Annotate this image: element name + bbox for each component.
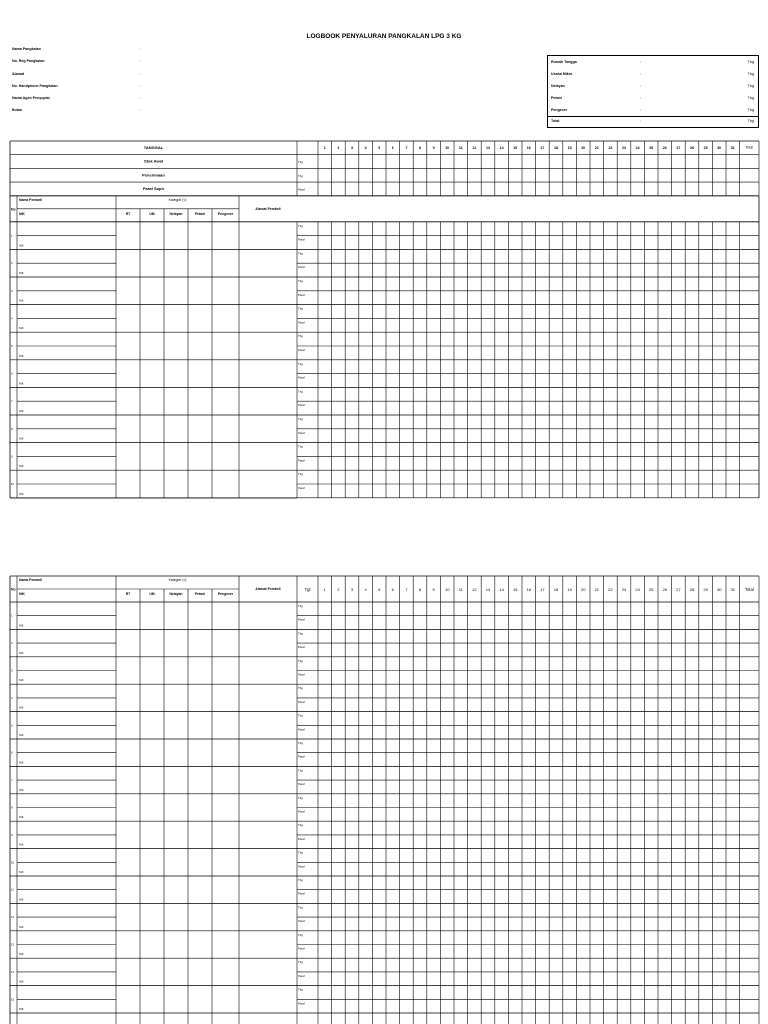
row-number: 4: [11, 695, 13, 700]
category-um-header: UM: [149, 592, 155, 596]
paraf-label: Paraf: [298, 809, 305, 814]
row-number: 12: [11, 915, 15, 920]
paraf-label: Paraf: [298, 645, 305, 650]
total-header: Total: [744, 587, 754, 592]
day-number: 3: [350, 587, 354, 592]
day-number: 12: [472, 146, 477, 150]
day-number: 10: [444, 587, 450, 592]
row-number: 6: [11, 750, 13, 755]
nik-label: NIK: [19, 897, 24, 902]
info-label: Nama Pangkalan: [12, 47, 41, 51]
row-number: 9: [11, 454, 13, 459]
nik-label: NIK: [19, 705, 24, 710]
row-number: 7: [11, 399, 13, 404]
tbg-label: Tbg: [298, 960, 303, 965]
day-number: 23: [621, 587, 627, 592]
day-number: 19: [567, 146, 572, 150]
day-number: 30: [716, 587, 722, 592]
total-header: Total: [745, 145, 754, 150]
tbg-label: Tbg: [298, 768, 303, 773]
row-number: 3: [11, 288, 13, 293]
nik-label: NIK: [19, 815, 24, 820]
summary-label: Rumah Tangga: [551, 60, 577, 64]
day-number: 1: [323, 587, 326, 592]
category-rt-header: RT: [125, 211, 131, 216]
nik-label: NIK: [19, 924, 24, 929]
tbg-label: Tbg: [298, 741, 303, 745]
day-number: 17: [540, 587, 545, 592]
day-number: 5: [378, 146, 381, 150]
nik-label: NIK: [19, 381, 24, 386]
day-number: 31: [730, 587, 736, 592]
paraf-label: Paraf: [298, 403, 305, 408]
tbg-label: Tbg: [298, 389, 303, 394]
row-number: 15: [11, 997, 15, 1002]
day-number: 14: [499, 587, 504, 592]
summary-label: Total: [551, 119, 560, 123]
tbg-label: Tbg: [298, 279, 303, 283]
row-number: 10: [11, 482, 15, 486]
summary-colon: :: [640, 60, 641, 64]
info-value-field[interactable]: :: [139, 96, 140, 101]
category-petani-header: Petani: [194, 592, 206, 596]
summary-unit: Tbg: [747, 84, 754, 88]
top-row-label: Stok Awal: [144, 158, 163, 164]
day-number: 8: [419, 146, 421, 150]
nik-header: NIK: [19, 592, 25, 596]
paraf-label: Paraf: [298, 486, 305, 490]
row-number: 6: [11, 371, 13, 376]
row-number: 8: [11, 805, 13, 810]
paraf-label: Paraf: [298, 348, 305, 352]
tbg-label: Tbg: [298, 823, 303, 828]
day-number: 14: [499, 146, 504, 150]
paraf-label: Paraf: [298, 754, 305, 759]
category-rt-header: RT: [125, 592, 131, 596]
row-number: 2: [11, 641, 13, 646]
day-number: 30: [717, 146, 722, 150]
tbg-label: Tbg: [298, 795, 303, 800]
summary-colon: :: [640, 96, 641, 100]
buyer-name-header: Nama Pembeli: [19, 578, 43, 582]
row-number: 13: [11, 942, 15, 947]
nik-label: NIK: [19, 979, 24, 984]
info-label: Bulan: [12, 108, 22, 113]
tgl-header: Tgl: [304, 587, 311, 592]
row-number: 1: [11, 613, 13, 618]
nik-label: NIK: [19, 243, 24, 248]
day-number: 6: [391, 587, 394, 592]
top-row-label: Penerimaan: [142, 172, 165, 178]
day-number: 10: [445, 146, 450, 150]
summary-label: Petani: [551, 96, 562, 100]
paraf-label: Paraf: [298, 1001, 305, 1006]
nik-label: NIK: [19, 491, 24, 496]
row-number: 2: [11, 261, 13, 266]
day-number: 26: [662, 146, 667, 150]
day-number: 21: [594, 587, 600, 592]
day-number: 29: [703, 146, 708, 150]
day-number: 9: [432, 587, 435, 592]
row-number: 7: [11, 778, 13, 783]
summary-colon: :: [640, 84, 641, 88]
tbg-label: Tbg: [298, 905, 303, 910]
paraf-label: Paraf: [298, 430, 305, 435]
info-value-field[interactable]: :: [139, 71, 140, 76]
summary-colon: :: [640, 108, 641, 112]
row-number: 5: [11, 344, 13, 348]
tbg-label: Tbg: [298, 604, 303, 608]
category-um-header: UM: [149, 211, 155, 216]
paraf-label: Paraf: [298, 864, 305, 869]
page-title: LOGBOOK PENYALURAN PANGKALAN LPG 3 KG: [306, 33, 462, 40]
info-value-field[interactable]: :: [139, 83, 140, 88]
top-row-label: Paraf Supir: [142, 186, 165, 192]
day-number: 24: [635, 146, 640, 150]
day-number: 7: [405, 587, 408, 592]
tbg-label: Tbg: [298, 987, 303, 992]
info-label: No. Handphone Pangkalan: [12, 83, 58, 88]
nik-label: NIK: [19, 326, 24, 331]
day-number: 11: [458, 587, 463, 592]
category-pengecer-header: Pengecer: [217, 211, 234, 216]
paraf-label: Paraf: [298, 375, 305, 380]
category-pengecer-header: Pengecer: [217, 592, 234, 596]
paraf-label: Paraf: [298, 617, 305, 622]
day-number: 31: [730, 146, 735, 150]
day-number: 28: [689, 587, 695, 592]
summary-label: Nelayan: [551, 84, 565, 88]
day-number: 4: [364, 587, 367, 592]
nik-label: NIK: [19, 650, 24, 655]
day-number: 29: [703, 587, 708, 592]
tbg-label: Tbg: [298, 472, 303, 477]
day-number: 25: [648, 587, 654, 592]
top-row-label: TANGGAL: [143, 145, 164, 150]
day-number: 4: [364, 146, 367, 150]
day-number: 27: [676, 146, 681, 150]
day-number: 15: [512, 587, 518, 592]
nik-label: NIK: [19, 952, 24, 957]
tbg-label: Tbg: [298, 417, 303, 421]
top-row-unit: Tbg: [298, 160, 303, 165]
day-number: 16: [526, 587, 532, 592]
summary-unit: Tbg: [747, 108, 754, 112]
paraf-label: Paraf: [298, 919, 305, 924]
summary-label: Pengecer: [551, 108, 568, 112]
paraf-label: Paraf: [298, 699, 305, 704]
day-number: 28: [690, 146, 694, 150]
day-number: 25: [649, 146, 654, 150]
nik-label: NIK: [19, 353, 24, 358]
day-number: 2: [337, 587, 340, 592]
nik-label: NIK: [19, 842, 24, 847]
day-number: 16: [526, 146, 531, 150]
info-value-field[interactable]: :: [139, 59, 140, 64]
row-number: 3: [11, 668, 13, 673]
day-number: 15: [513, 146, 518, 150]
nik-label: NIK: [19, 271, 24, 275]
day-number: 2: [337, 146, 340, 150]
tbg-label: Tbg: [298, 334, 303, 339]
tbg-label: Tbg: [298, 444, 303, 449]
summary-unit: Tbg: [747, 119, 754, 123]
row-number: 1: [11, 233, 13, 238]
day-number: 5: [378, 587, 381, 592]
category-petani-header: Petani: [194, 211, 206, 216]
paraf-label: Paraf: [298, 672, 305, 677]
day-number: 26: [662, 587, 668, 592]
row-number: 4: [11, 316, 13, 321]
day-number: 24: [635, 587, 640, 592]
row-number: 10: [11, 860, 15, 865]
address-header: Alamat Pembeli: [255, 587, 281, 591]
day-number: 9: [432, 146, 435, 150]
paraf-label: Paraf: [298, 782, 305, 787]
no-header: No: [11, 587, 16, 592]
paraf-label: Paraf: [298, 946, 305, 951]
day-number: 23: [622, 146, 626, 150]
paraf-label: Paraf: [298, 836, 305, 841]
row-number: 5: [11, 723, 13, 728]
day-number: 19: [567, 587, 572, 592]
paraf-label: Paraf: [298, 265, 305, 270]
summary-colon: :: [640, 119, 641, 123]
info-label: Alamat: [12, 71, 24, 76]
tbg-label: Tbg: [298, 713, 303, 718]
tbg-label: Tbg: [298, 878, 303, 882]
nik-label: NIK: [19, 760, 24, 765]
day-number: 21: [594, 146, 599, 150]
summary-colon: :: [640, 72, 641, 76]
nik-header: NIK: [19, 211, 25, 216]
tbg-label: Tbg: [298, 631, 303, 636]
paraf-label: Paraf: [298, 292, 305, 297]
top-row-unit: Paraf: [298, 187, 305, 192]
day-number: 6: [391, 146, 394, 150]
nik-label: NIK: [19, 298, 24, 303]
day-number: 27: [676, 587, 681, 592]
top-row-unit: Tbg: [298, 173, 303, 178]
paraf-label: Paraf: [298, 727, 305, 732]
info-label: Nama Agen Penyuplai: [12, 96, 50, 101]
paraf-label: Paraf: [298, 237, 305, 242]
day-number: 22: [608, 587, 613, 592]
tbg-label: Tbg: [298, 932, 303, 937]
row-number: 11: [11, 887, 14, 892]
row-number: 9: [11, 832, 13, 837]
tbg-label: Tbg: [298, 850, 303, 855]
nik-label: NIK: [19, 1007, 24, 1011]
nik-label: NIK: [19, 436, 24, 441]
paraf-label: Paraf: [298, 458, 305, 463]
day-number: 17: [540, 146, 545, 150]
category-nelayan-header: Nelayan: [169, 211, 183, 216]
info-label: No. Reg Pangkalan: [12, 59, 45, 64]
tbg-label: Tbg: [298, 686, 303, 691]
paraf-label: Paraf: [298, 320, 305, 325]
day-number: 13: [485, 587, 491, 592]
day-number: 22: [608, 146, 613, 150]
day-number: 7: [405, 146, 408, 150]
tbg-label: Tbg: [298, 658, 303, 663]
category-nelayan-header: Nelayan: [169, 592, 183, 596]
nik-label: NIK: [19, 623, 24, 628]
nik-label: NIK: [19, 678, 24, 683]
buyer-name-header: Nama Pembeli: [19, 197, 43, 202]
tbg-label: Tbg: [298, 223, 303, 228]
summary-label: Usaha Mikro: [551, 72, 573, 76]
tbg-label: Tbg: [298, 251, 303, 256]
paraf-label: Paraf: [298, 973, 305, 978]
row-number: 14: [11, 969, 15, 974]
row-number: 8: [11, 426, 13, 431]
nik-label: NIK: [19, 733, 24, 737]
day-number: 3: [351, 146, 353, 150]
info-value-field[interactable]: :: [139, 108, 140, 113]
category-header: Kategori (√): [168, 197, 187, 202]
tbg-label: Tbg: [298, 306, 303, 311]
day-number: 18: [554, 146, 558, 150]
no-header: No: [11, 207, 16, 212]
info-value-field[interactable]: :: [139, 47, 140, 51]
paraf-label: Paraf: [298, 891, 305, 896]
nik-label: NIK: [19, 870, 24, 874]
day-number: 18: [553, 587, 559, 592]
nik-label: NIK: [19, 464, 24, 469]
day-number: 20: [581, 146, 586, 150]
tbg-label: Tbg: [298, 361, 303, 366]
day-number: 1: [323, 146, 326, 150]
day-number: 8: [418, 587, 422, 592]
nik-label: NIK: [19, 409, 24, 413]
summary-unit: Tbg: [747, 96, 754, 100]
day-number: 20: [580, 587, 586, 592]
day-number: 12: [472, 587, 477, 592]
nik-label: NIK: [19, 787, 24, 792]
summary-unit: Tbg: [747, 60, 754, 64]
day-number: 13: [486, 146, 490, 150]
day-number: 11: [458, 146, 463, 150]
address-header: Alamat Pembeli: [255, 206, 281, 211]
summary-unit: Tbg: [747, 72, 754, 76]
category-header: Kategori (√): [168, 578, 187, 582]
